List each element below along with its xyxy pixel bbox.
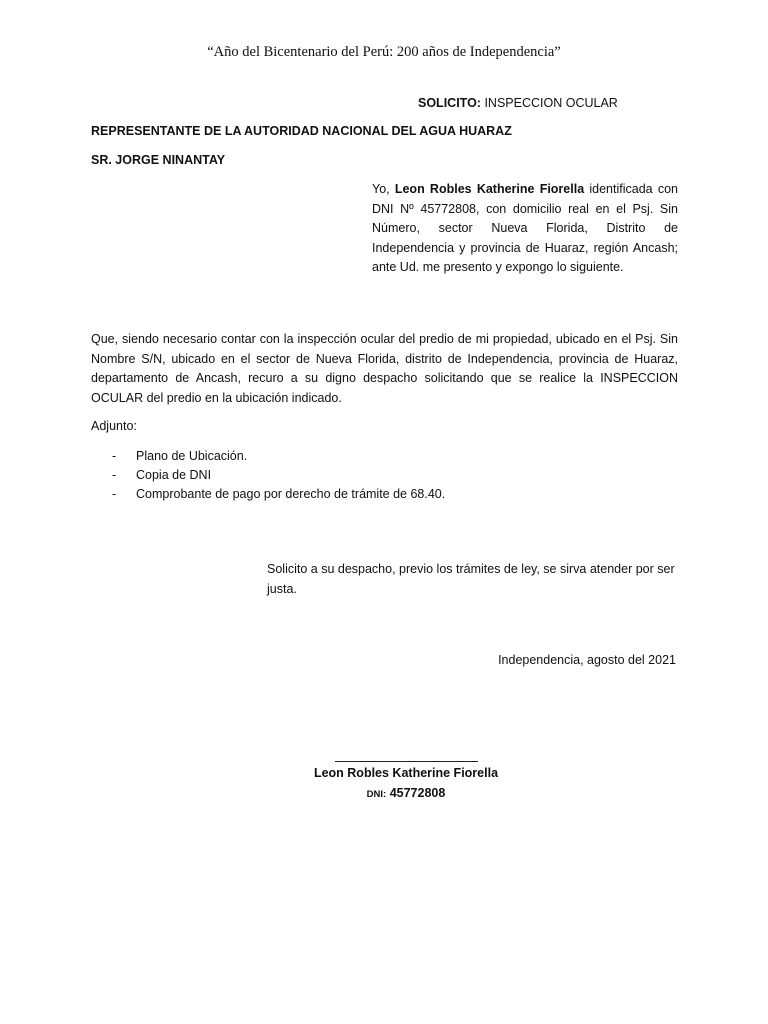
list-bullet: - xyxy=(112,487,117,501)
dni-value: 45772808 xyxy=(389,786,446,800)
subject-label: SOLICITO: xyxy=(418,96,481,110)
signature-dni xyxy=(0,786,768,800)
signature-name: Leon Robles Katherine Fiorella xyxy=(313,766,499,780)
applicant-name: Leon Robles Katherine Fiorella xyxy=(394,182,585,196)
intro-paragraph xyxy=(372,180,678,278)
list-item xyxy=(91,447,445,466)
list-item-text: Comprobante de pago por derecho de trámite de 68.40. xyxy=(136,487,446,501)
signature-line xyxy=(335,749,478,762)
list-item-text: Plano de Ubicación. xyxy=(136,449,248,463)
intro-text: identificada con DNI Nº 45772808, con domicilio real en el Psj. Sin Número, sector Nueva Florida, Distrito de Independencia y provincia de Huaraz, región Ancash; ante Ud. me presento y expongo lo siguiente. xyxy=(372,182,678,275)
intro-prefix: Yo, xyxy=(372,182,395,196)
place-date: Independencia, agosto del 2021 xyxy=(498,653,676,667)
recipient-heading: REPRESENTANTE DE LA AUTORIDAD NACIONAL DEL AGUA HUARAZ xyxy=(91,124,512,138)
subject-value: INSPECCION OCULAR xyxy=(484,96,618,110)
list-item-text: Copia de DNI xyxy=(136,468,212,482)
dni-label: DNI: xyxy=(366,789,387,800)
list-item xyxy=(91,485,445,504)
year-motto: “Año del Bicentenario del Perú: 200 años de Independencia” xyxy=(207,44,561,60)
attachments-list xyxy=(91,447,445,504)
list-item xyxy=(91,466,445,485)
attachments-heading: Adjunto: xyxy=(91,419,137,433)
list-bullet: - xyxy=(112,468,117,482)
addressee-name: SR. JORGE NINANTAY xyxy=(91,153,226,167)
list-bullet: - xyxy=(112,449,117,463)
subject-line xyxy=(418,96,618,110)
request-paragraph: Que, siendo necesario contar con la inspección ocular del predio de mi propiedad, ubicado en el Psj. Sin Nombre S/N, ubicado en el sector de Nueva Florida, distrito de Independencia, provincia de Huaraz, departamento de Ancash, recuro a su digno despacho solicitando que se realice la INSPECCION OCULAR del predio en la ubicación indicado. xyxy=(91,332,678,405)
closing-paragraph: Solicito a su despacho, previo los trámites de ley, se sirva atender por ser justa. xyxy=(267,562,675,596)
